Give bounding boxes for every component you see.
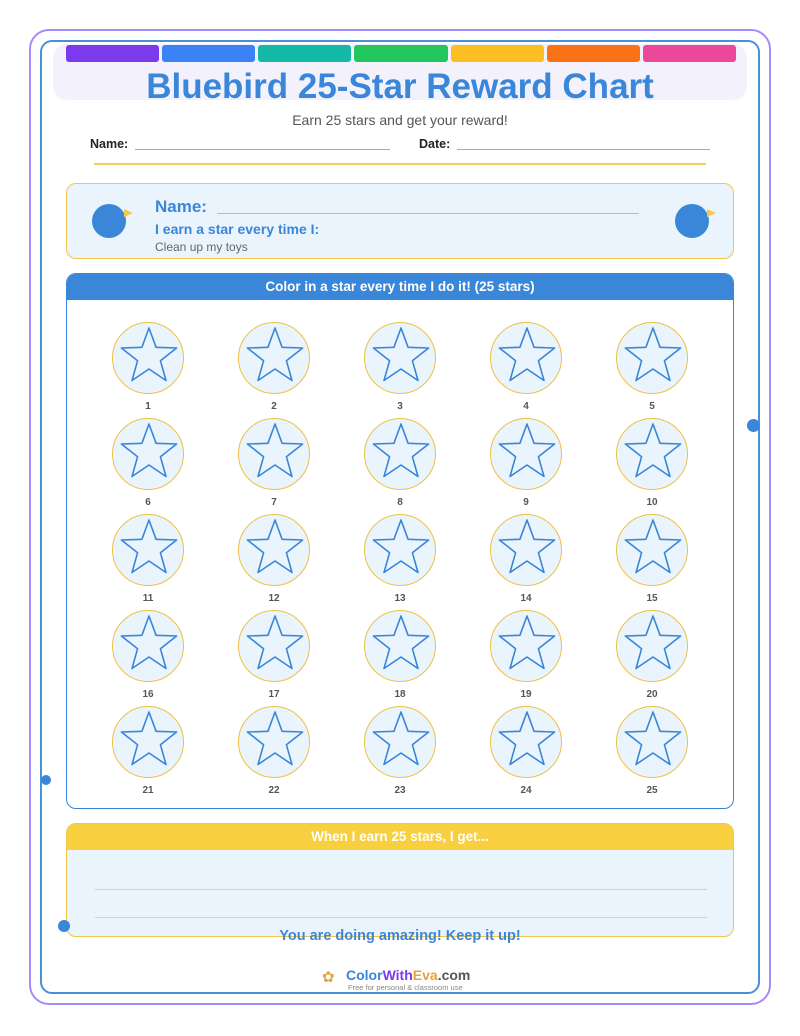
star-icon bbox=[622, 614, 684, 676]
star-number: 15 bbox=[646, 593, 658, 604]
reward-heading: When I earn 25 stars, I get... bbox=[67, 824, 733, 850]
star-cell-22[interactable] bbox=[238, 706, 310, 778]
palette-icon: ✿ bbox=[322, 969, 335, 986]
reward-line-1[interactable] bbox=[95, 889, 707, 890]
bird-beak-left bbox=[124, 209, 133, 217]
star-icon bbox=[244, 326, 306, 388]
star-cell-16[interactable] bbox=[112, 610, 184, 682]
star-number: 6 bbox=[145, 497, 151, 508]
star-number: 8 bbox=[397, 497, 403, 508]
star-number: 18 bbox=[394, 689, 406, 700]
star-icon bbox=[496, 326, 558, 388]
star-icon bbox=[370, 614, 432, 676]
encouragement-text: You are doing amazing! Keep it up! bbox=[279, 928, 521, 944]
color-stripe bbox=[451, 45, 544, 62]
color-stripe bbox=[66, 45, 159, 62]
star-number: 12 bbox=[268, 593, 280, 604]
name-field-label: Name: bbox=[90, 137, 129, 151]
decorative-dot bbox=[747, 419, 760, 432]
star-icon bbox=[370, 326, 432, 388]
star-cell-23[interactable] bbox=[364, 706, 436, 778]
star-icon bbox=[118, 518, 180, 580]
star-icon bbox=[496, 422, 558, 484]
bluebird-left-icon bbox=[92, 204, 126, 238]
star-cell-24[interactable] bbox=[490, 706, 562, 778]
task-text: Clean up my toys bbox=[155, 240, 248, 254]
star-cell-13[interactable] bbox=[364, 514, 436, 586]
star-cell-5[interactable] bbox=[616, 322, 688, 394]
bird-beak-right bbox=[707, 209, 716, 217]
star-number: 11 bbox=[142, 593, 154, 604]
star-icon bbox=[622, 710, 684, 772]
star-cell-6[interactable] bbox=[112, 418, 184, 490]
star-cell-1[interactable] bbox=[112, 322, 184, 394]
reward-box bbox=[66, 823, 734, 937]
star-cell-19[interactable] bbox=[490, 610, 562, 682]
star-icon bbox=[622, 326, 684, 388]
color-stripe bbox=[643, 45, 736, 62]
star-icon bbox=[622, 518, 684, 580]
star-cell-17[interactable] bbox=[238, 610, 310, 682]
star-icon bbox=[118, 326, 180, 388]
reward-line-2[interactable] bbox=[95, 917, 707, 918]
star-cell-8[interactable] bbox=[364, 418, 436, 490]
logo-tagline: Free for personal & classroom use bbox=[348, 983, 463, 992]
star-icon bbox=[370, 422, 432, 484]
decorative-dot bbox=[41, 775, 51, 785]
star-cell-21[interactable] bbox=[112, 706, 184, 778]
color-stripe bbox=[354, 45, 447, 62]
header-divider bbox=[94, 163, 706, 165]
bluebird-right-icon bbox=[675, 204, 709, 238]
star-number: 14 bbox=[520, 593, 532, 604]
star-cell-4[interactable] bbox=[490, 322, 562, 394]
star-cell-18[interactable] bbox=[364, 610, 436, 682]
star-number: 25 bbox=[646, 785, 658, 796]
star-number: 5 bbox=[649, 401, 655, 412]
star-number: 21 bbox=[142, 785, 154, 796]
page-title: Bluebird 25-Star Reward Chart bbox=[146, 67, 654, 106]
child-name-label: Name: bbox=[155, 197, 207, 216]
star-icon bbox=[118, 614, 180, 676]
date-field-line[interactable] bbox=[457, 149, 710, 150]
star-number: 10 bbox=[646, 497, 658, 508]
star-icon bbox=[496, 614, 558, 676]
star-icon bbox=[370, 710, 432, 772]
star-number: 24 bbox=[520, 785, 532, 796]
star-number: 4 bbox=[523, 401, 529, 412]
rainbow-stripes bbox=[66, 45, 736, 62]
color-stripe bbox=[258, 45, 351, 62]
star-number: 1 bbox=[145, 401, 151, 412]
star-icon bbox=[622, 422, 684, 484]
star-icon bbox=[244, 710, 306, 772]
star-number: 16 bbox=[142, 689, 154, 700]
star-cell-3[interactable] bbox=[364, 322, 436, 394]
star-cell-11[interactable] bbox=[112, 514, 184, 586]
star-cell-12[interactable] bbox=[238, 514, 310, 586]
color-stripe bbox=[162, 45, 255, 62]
date-field-label: Date: bbox=[419, 137, 451, 151]
star-number: 22 bbox=[268, 785, 280, 796]
star-icon bbox=[370, 518, 432, 580]
star-cell-9[interactable] bbox=[490, 418, 562, 490]
decorative-dot bbox=[58, 920, 70, 932]
star-icon bbox=[118, 422, 180, 484]
star-cell-10[interactable] bbox=[616, 418, 688, 490]
logo-text: ColorWithEva.com bbox=[346, 967, 471, 983]
star-icon bbox=[244, 422, 306, 484]
star-number: 17 bbox=[268, 689, 280, 700]
star-number: 20 bbox=[646, 689, 658, 700]
star-number: 13 bbox=[394, 593, 406, 604]
star-number: 7 bbox=[271, 497, 277, 508]
star-icon bbox=[496, 518, 558, 580]
page-subtitle: Earn 25 stars and get your reward! bbox=[292, 112, 508, 128]
child-name-line[interactable] bbox=[217, 213, 639, 214]
star-grid-heading: Color in a star every time I do it! (25 stars) bbox=[67, 274, 733, 300]
earn-star-label: I earn a star every time I: bbox=[155, 221, 320, 237]
star-cell-25[interactable] bbox=[616, 706, 688, 778]
star-number: 23 bbox=[394, 785, 406, 796]
star-number: 9 bbox=[523, 497, 529, 508]
star-number: 19 bbox=[520, 689, 532, 700]
star-icon bbox=[118, 710, 180, 772]
star-icon bbox=[244, 518, 306, 580]
star-cell-20[interactable] bbox=[616, 610, 688, 682]
star-cell-15[interactable] bbox=[616, 514, 688, 586]
star-cell-2[interactable] bbox=[238, 322, 310, 394]
star-icon bbox=[496, 710, 558, 772]
star-cell-14[interactable] bbox=[490, 514, 562, 586]
star-number: 3 bbox=[397, 401, 403, 412]
name-field-line[interactable] bbox=[135, 149, 390, 150]
star-number: 2 bbox=[271, 401, 277, 412]
star-cell-7[interactable] bbox=[238, 418, 310, 490]
color-stripe bbox=[547, 45, 640, 62]
star-grid-box bbox=[66, 273, 734, 809]
star-icon bbox=[244, 614, 306, 676]
